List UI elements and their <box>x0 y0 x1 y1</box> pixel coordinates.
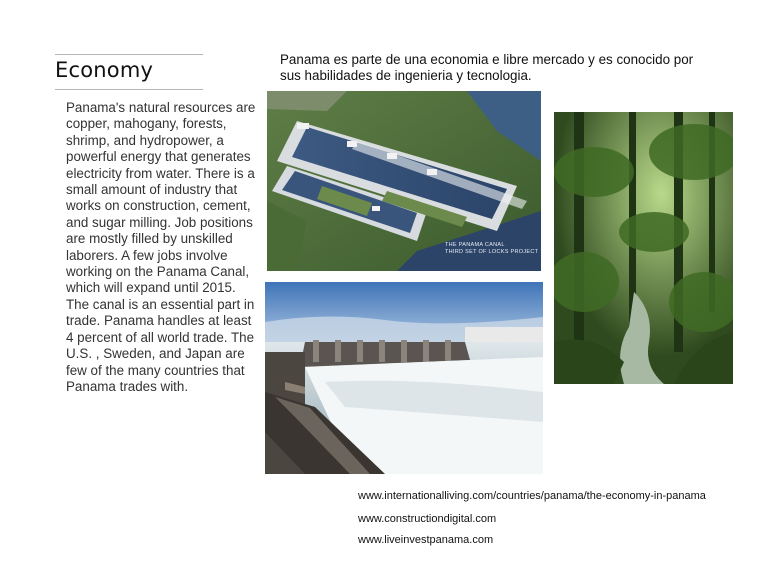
source-link-constructiondigital[interactable]: www.constructiondigital.com <box>358 513 497 525</box>
hydroelectric-dam-image <box>265 282 543 474</box>
panama-canal-locks-image <box>267 91 541 271</box>
intro-text: Panama es parte de una economia e libre mercado y es conocido por sus habilidades de ingenieria y tecnologia. <box>280 52 694 83</box>
source-link-liveinvestpanama[interactable]: www.liveinvestpanama.com <box>358 534 494 546</box>
title-rule-top <box>55 54 203 55</box>
canal-caption-line1: THE PANAMA CANAL <box>445 242 505 248</box>
canal-caption-line2: THIRD SET OF LOCKS PROJECT <box>445 248 539 255</box>
canal-image-caption <box>445 242 538 255</box>
title-rule-bottom <box>55 89 203 90</box>
source-link-internationalliving[interactable]: www.internationalliving.com/countries/panama/the-economy-in-panama <box>358 490 706 502</box>
rainforest-image <box>554 112 733 384</box>
economy-body-text: Panama's natural resources are copper, mahogany, forests, shrimp, and hydropower, a powerful energy that generates electricity from water. There is a small amount of industry that works on construction, cement, and sugar milling. Job positions are mostly filled by unskilled laborers. A few jobs involve working on the Panama Canal, which will expand until 2015. The canal is an essential part in trade. Panama handles at least 4 percent of all world trade. The U.S. , Sweden, and Japan are few of the many countries that Panama trades with. <box>66 100 256 394</box>
slide-title: Economy <box>55 58 154 82</box>
